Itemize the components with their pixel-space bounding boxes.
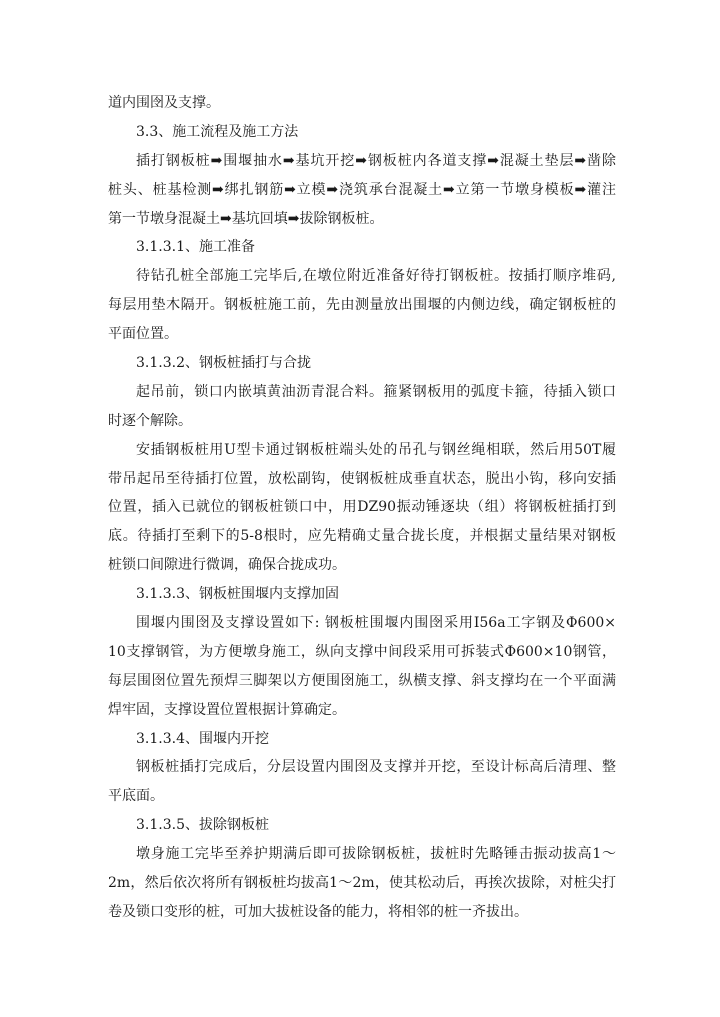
paragraph-line: 10支撑钢管，为方便墩身施工，纵向支撑中间段采用可拆装式Φ600×10钢管， <box>108 643 616 660</box>
intro-tail-text: 道内围囹及支撑。 <box>108 95 220 111</box>
paragraph-line: 待钻孔桩全部施工完毕后,在墩位附近准备好待打钢板桩。按插打顺序堆码, <box>136 268 616 285</box>
paragraph-line: 墩身施工完毕至养护期满后即可拔除钢板桩，拔桩时先略锤击振动拔高1～ <box>136 846 616 863</box>
document-page <box>108 89 616 927</box>
paragraph-line: 焊牢固，支撑设置位置根据计算确定。 <box>108 701 346 718</box>
paragraph-line: 围堰内围囹及支撑设置如下: 钢板桩围堰内围囹采用I56a工字钢及Φ600× <box>136 615 616 632</box>
section-1-heading: 3.1.3.1、施工准备 <box>136 239 255 256</box>
paragraph-line: 平底面。 <box>108 788 164 805</box>
paragraph-line: 时逐个解除。 <box>108 412 192 429</box>
section-4-heading: 3.1.3.4、围堰内开挖 <box>136 730 269 747</box>
paragraph-line: 起吊前，锁口内嵌填黄油沥青混合料。箍紧钢板用的弧度卡箍，待插入锁口 <box>136 383 616 400</box>
section-3-3-heading: 3.3、施工流程及施工方法 <box>136 123 299 140</box>
paragraph-line: 带吊起吊至待插打位置，放松副钩，使钢板桩成垂直状态，脱出小钩，移向安插 <box>108 470 616 487</box>
section-2-heading: 3.1.3.2、钢板桩插打与合拢 <box>136 355 311 372</box>
section-3-heading: 3.1.3.3、钢板桩围堰内支撑加固 <box>136 586 339 603</box>
paragraph-line: 位置，插入已就位的钢板桩锁口中，用DZ90振动锤逐块（组）将钢板桩插打到 <box>108 499 616 516</box>
paragraph-line: 卷及锁口变形的桩，可加大拔桩设备的能力，将相邻的桩一齐拔出。 <box>108 903 528 920</box>
paragraph-line: 底。待插打至剩下的5-8根时，应先精确丈量合拢长度，并根据丈量结果对钢板 <box>108 528 616 545</box>
paragraph-line: 插打钢板桩➡围堰抽水➡基坑开挖➡钢板桩内各道支撑➡混凝土垫层➡凿除 <box>136 152 616 169</box>
section-5-heading: 3.1.3.5、拔除钢板桩 <box>136 817 269 834</box>
paragraph-line: 第一节墩身混凝土➡基坑回填➡拔除钢板桩。 <box>108 210 384 227</box>
paragraph-line: 每层用垫木隔开。钢板桩施工前，先由测量放出围堰的内侧边线，确定钢板桩的 <box>108 297 616 314</box>
paragraph-line: 每层围囹位置先预焊三脚架以方便围囹施工，纵横支撑、斜支撑均在一个平面满 <box>108 672 616 689</box>
paragraph-line: 桩锁口间隙进行微调，确保合拢成功。 <box>108 557 346 574</box>
paragraph-line: 桩头、桩基检测➡绑扎钢筋➡立模➡浇筑承台混凝土➡立第一节墩身模板➡灌注 <box>108 181 616 198</box>
paragraph-line: 2m，然后依次将所有钢板桩均拔高1～2m，使其松动后，再挨次拔除，对桩尖打 <box>108 875 616 892</box>
paragraph-line: 安插钢板桩用U型卡通过钢板桩端头处的吊孔与钢丝绳相联，然后用50T履 <box>136 441 616 458</box>
paragraph-line: 平面位置。 <box>108 326 178 343</box>
paragraph-line: 钢板桩插打完成后，分层设置内围囹及支撑并开挖，至设计标高后清理、整 <box>136 759 616 776</box>
